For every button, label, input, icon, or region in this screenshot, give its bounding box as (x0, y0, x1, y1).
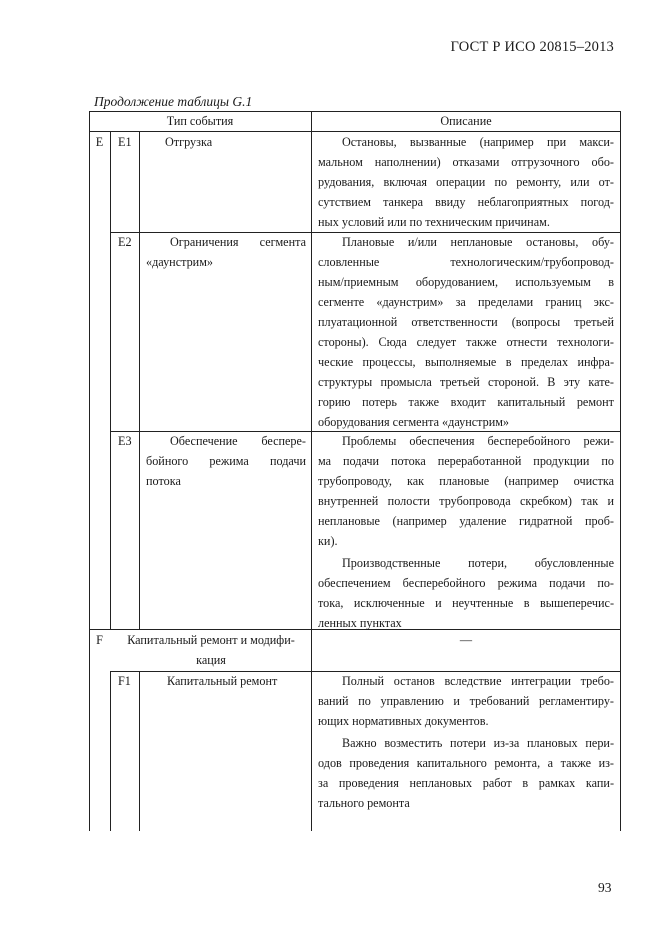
text-line: Капитальный ремонт и модифи- (127, 633, 295, 647)
table-caption: Продолжение таблицы G.1 (94, 94, 253, 109)
text-line: Остановы, вызванные (например при макси- (342, 135, 614, 149)
row-code-e3: E3 (118, 434, 132, 448)
rule-subcode-divider-f (139, 671, 140, 831)
description-paragraph (318, 553, 614, 633)
text-line: горию потерь также входит капитальный ремонт (318, 395, 614, 409)
rule-subcode-divider (139, 131, 140, 629)
text-line: рудования, включая операции по ремонту, или от- (318, 175, 614, 189)
description-paragraph (318, 431, 614, 551)
text-line: ма подачи потока переработанной продукции по (318, 454, 614, 468)
rule-desc-divider (311, 111, 312, 831)
text-line: ленных пунктах (318, 616, 402, 630)
row-name-f1: Капитальный ремонт (167, 674, 278, 688)
group-code-e: E (95, 135, 104, 149)
text-line: тального ремонта (318, 796, 410, 810)
text-line: оборудования сегмента «даунстрим» (318, 415, 510, 429)
description-paragraph (318, 232, 614, 432)
page-number: 93 (598, 880, 612, 895)
description-paragraph (318, 132, 614, 232)
row-description-e2 (318, 232, 614, 432)
text-line: мальном наполнении) отказами отгрузочного обо- (318, 155, 614, 169)
description-paragraph (318, 671, 614, 731)
name-paragraph (146, 431, 306, 491)
text-line: ных условий или по техническим причинам. (318, 215, 550, 229)
group-title-f (111, 630, 311, 670)
text-line: трубопроводу, как плановые (например очистка (318, 474, 614, 488)
text-line: Производственные потери, обусловленные (342, 556, 614, 570)
group-description-f: — (459, 633, 473, 647)
text-line: бойного режима подачи (146, 454, 306, 468)
group-code-f: F (96, 633, 103, 647)
text-line: ваний по управлению и требований регламентиру- (318, 694, 614, 708)
text-line: внутренней полости трубопровода скребком) так и (318, 494, 614, 508)
name-paragraph (146, 232, 306, 272)
text-line: Обеспечение беспере- (170, 434, 306, 448)
text-line: ческие процессы, выполняемые в пределах инфра- (318, 355, 614, 369)
text-line: за проведения неплановых работ в рамках капи- (318, 776, 614, 790)
text-line: Важно возместить потери из-за плановых пери- (342, 736, 614, 750)
text-line: плуатационной ответственности (вопросы третьей (318, 315, 614, 329)
rule-code-divider-f (110, 671, 111, 831)
text-line: сутствием танкера ввиду неблагоприятных погод- (318, 195, 614, 209)
text-line: Ограничения сегмента (170, 235, 306, 249)
text-line: потока (146, 474, 181, 488)
text-line: сегменте «даунстрим» за пределами границ экс- (318, 295, 614, 309)
text-line: Полный останов вследствие интеграции требо- (342, 674, 614, 688)
text-line: кация (196, 653, 226, 667)
text-line: Проблемы обеспечения бесперебойного режи- (342, 434, 614, 448)
text-line: обеспечением бесперебойного режима подачи по- (318, 576, 614, 590)
row-name-e2 (146, 232, 306, 272)
row-description-f1 (318, 671, 614, 813)
text-line: ющих нормативных документов. (318, 714, 489, 728)
text-line: тока, исключенные и неучтенные в вышеперечис- (318, 596, 614, 610)
row-description-e1 (318, 132, 614, 232)
document-header: ГОСТ Р ИСО 20815–2013 (450, 39, 614, 55)
row-code-e2: E2 (118, 235, 132, 249)
col-header-type: Тип события (166, 114, 234, 128)
text-line: неплановые (например удаление гидратной проб- (318, 514, 614, 528)
row-code-e1: E1 (118, 135, 132, 149)
text-line: структуры промысла третьей стороной. В эту кате- (318, 375, 614, 389)
row-name-e1: Отгрузка (165, 135, 213, 149)
text-line: ным/приемным оборудованием, используемым в (318, 275, 614, 289)
col-header-description: Описание (440, 114, 492, 128)
text-line: стороны). Сюда следует также отнести технологи- (318, 335, 614, 349)
row-description-e3 (318, 431, 614, 633)
text-line: ки). (318, 534, 338, 548)
rule-left (89, 111, 90, 831)
events-table (89, 111, 621, 831)
text-line: одов проведения капитального ремонта, а также из- (318, 756, 614, 770)
rule-code-divider (110, 131, 111, 629)
row-code-f1: F1 (118, 674, 131, 688)
text-line: Плановые и/или неплановые остановы, обу- (342, 235, 614, 249)
text-line: «даунстрим» (146, 255, 214, 269)
text-line: словленные технологическим/трубопровод- (318, 255, 614, 269)
rule-right (620, 111, 621, 831)
row-name-e3 (146, 431, 306, 491)
description-paragraph (318, 733, 614, 813)
